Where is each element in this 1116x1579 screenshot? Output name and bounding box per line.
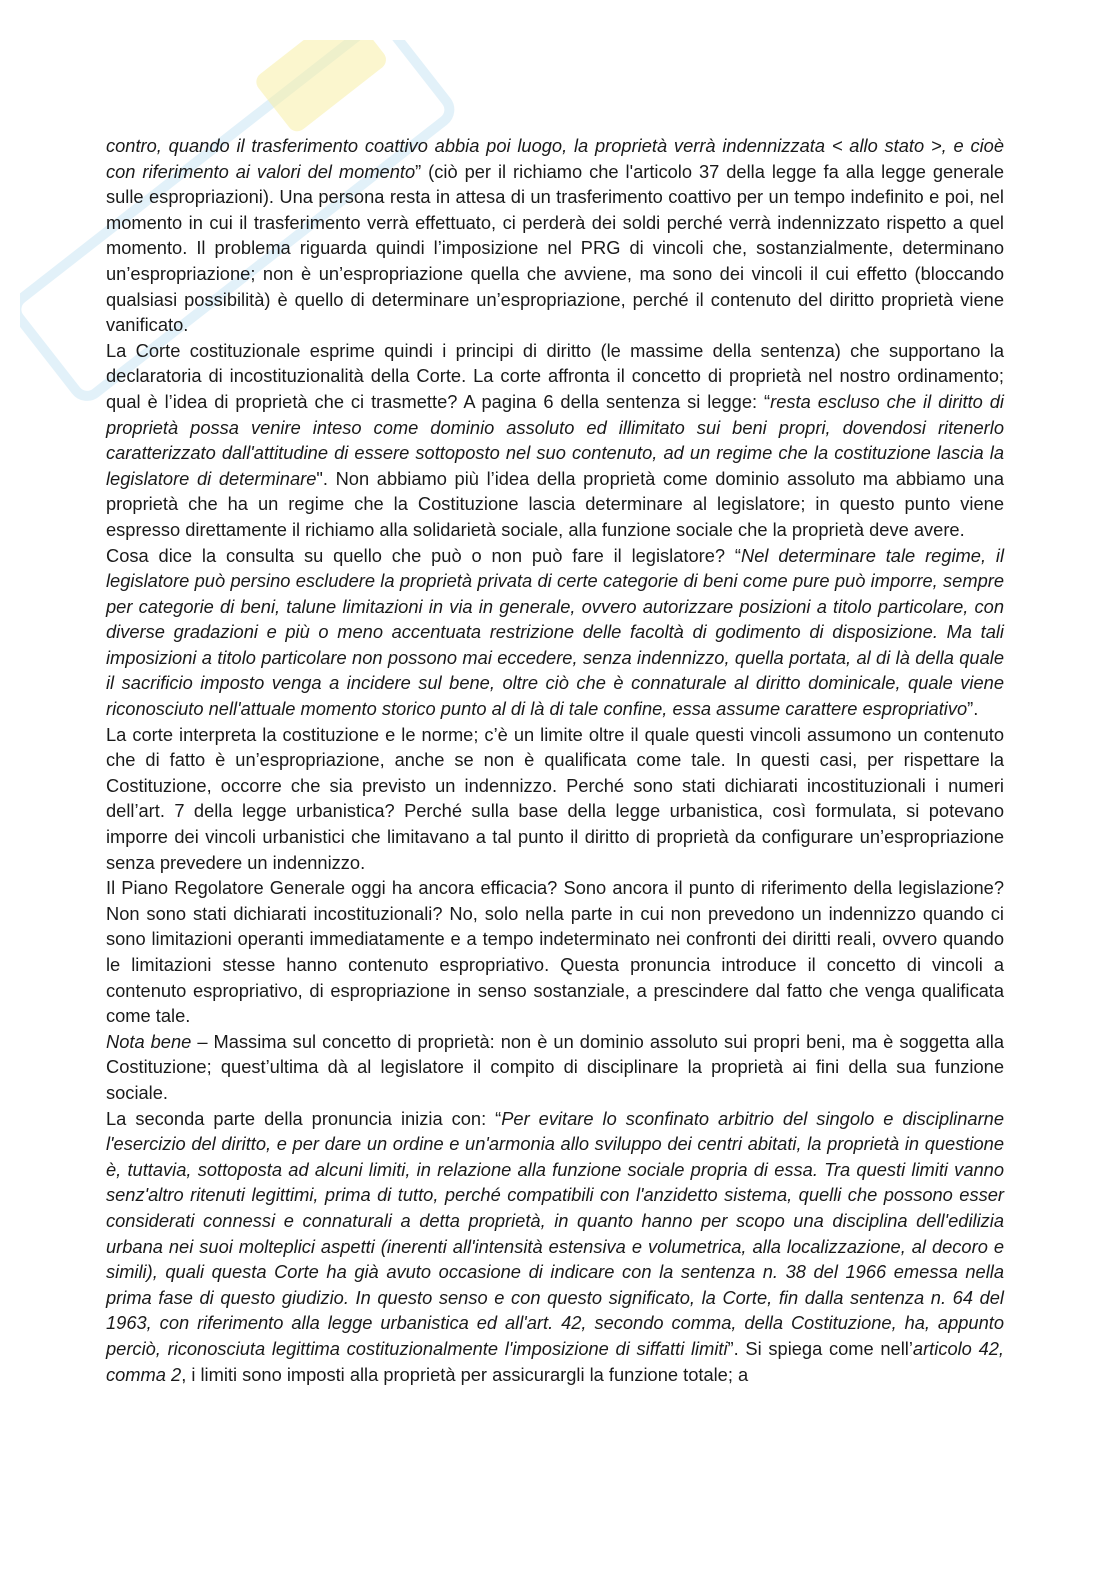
paragraph-2 bbox=[106, 338, 1004, 543]
text-run: ” (ciò per il richiamo che l'articolo 37 della legge fa alla legge generale sulle espropriazioni). Una persona resta in attesa di un trasferimento coattivo per un tempo indefinito e poi, nel momento in cui il trasferimento verrà effettuato, ci perderà dei soldi perché verrà indennizzato rispetto a quel momento. Il problema riguarda quindi l’imposizione nel PRG di vincoli che, sostanzialmente, determinano un’espropriazione; non è un’espropriazione quella che avviene, ma sono dei vincoli il cui effetto (bloccando qualsiasi possibilità) è quello di determinare un’espropriazione, perché il contenuto del diritto proprietà viene vanificato. bbox=[106, 160, 1004, 336]
paragraph-1 bbox=[106, 133, 1004, 338]
text-run: La seconda parte della pronuncia inizia con: “ bbox=[106, 1107, 502, 1129]
document-body bbox=[106, 133, 1004, 1387]
paragraph-3 bbox=[106, 543, 1004, 722]
text-run: Per evitare lo sconfinato arbitrio del singolo e disciplinarne l'esercizio del diritto, e per dare un ordine e un'armonia allo sviluppo dei centri abitati, la proprietà in questione è, tuttavia, sottoposta ad alcuni limiti, in relazione alla funzione sociale propria di essa. Tra questi limiti vanno senz'altro ritenuti legittimi, prima di tutto, perché compatibili con l'anzidetto sistema, quelli che possono esser considerati connessi e connaturali a detta proprietà, in quanto hanno per scopo una disciplina dell'edilizia urbana nei suoi molteplici aspetti (inerenti all'intensità estensiva e volumetrica, alla localizzazione, al decoro e simili), quali questa Corte ha già avuto occasione di indicare con la sentenza n. 38 del 1966 emessa nella prima fase di questo giudizio. In questo senso e con questo significato, la Corte, fin dalla sentenza n. 64 del 1963, con riferimento alla legge urbanistica ed all'art. 42, secondo comma, della Costituzione, ha, appunto perciò, riconosciuta legittima costituzionalmente l'imposizione di siffatti limiti bbox=[106, 1107, 1004, 1359]
paragraph-4 bbox=[106, 722, 1004, 876]
text-run: Nota bene bbox=[106, 1030, 192, 1052]
text-run: ". Non abbiamo più l’idea della proprietà come dominio assoluto ma abbiamo una proprietà che ha un regime che la Costituzione lascia determinare al legislatore; in questo punto viene espresso direttamente il richiamo alla solidarietà sociale, alla funzione sociale che la proprietà deve avere. bbox=[106, 467, 1004, 540]
text-run: , i limiti sono imposti alla proprietà per assicurargli la funzione totale; a bbox=[181, 1363, 749, 1385]
paragraph-5 bbox=[106, 875, 1004, 1029]
text-run: – Massima sul concetto di proprietà: non è un dominio assoluto sui propri beni, ma è soggetta alla Costituzione; quest’ultima dà al legislatore il compito di disciplinare la proprietà ai fini della sua funzione sociale. bbox=[106, 1030, 1004, 1103]
text-run: Il Piano Regolatore Generale oggi ha ancora efficacia? Sono ancora il punto di riferimento della legislazione? Non sono stati dichiarati incostituzionali? No, solo nella parte in cui non prevedono un indennizzo quando ci sono limitazioni operanti immediatamente e a tempo indeterminato nei confronti dei diritti reali, ovvero quando le limitazioni stesse hanno contenuto espropriativo. Questa pronuncia introduce il concetto di vincoli a contenuto espropriativo, di espropriazione in senso sostanziale, a prescindere dal fatto che venga qualificata come tale. bbox=[106, 877, 1004, 1027]
text-run: La Corte costituzionale esprime quindi i principi di diritto (le massime della sentenza) che supportano la declaratoria di incostituzionalità della Corte. La corte affronta il concetto di proprietà nel nostro ordinamento; qual è l’idea di proprietà che ci trasmette? A pagina 6 della sentenza si legge: “ bbox=[106, 339, 1004, 412]
text-run: resta escluso che il diritto di proprietà possa venire inteso come dominio assoluto ed illimitato sui beni propri, dovendosi ritenerlo caratterizzato dall'attitudine di essere sottoposto nel suo contenuto, ad un regime che la costituzione lascia la legislatore di determinare bbox=[106, 390, 1004, 489]
text-run: contro, quando il trasferimento coattivo abbia poi luogo, la proprietà verrà indennizzata < allo stato >, e cioè con riferimento ai valori del momento bbox=[106, 135, 1004, 182]
text-run: ”. bbox=[967, 698, 979, 720]
text-run: ”. Si spiega come nell’ bbox=[727, 1337, 913, 1359]
text-run: La corte interpreta la costituzione e le norme; c’è un limite oltre il quale questi vincoli assumono un contenuto che di fatto è un’espropriazione, anche se non è qualificata come tale. In questi casi, per rispettare la Costituzione, occorre che sia previsto un indennizzo. Perché sono stati dichiarati incostituzionali i numeri dell’art. 7 della legge urbanistica? Perché sulla base della legge urbanistica, così formulata, si potevano imporre dei vincoli urbanistici che limitavano a tal punto il diritto di proprietà da configurare un’espropriazione senza prevedere un indennizzo. bbox=[106, 723, 1004, 873]
text-run: Cosa dice la consulta su quello che può o non può fare il legislatore? “ bbox=[106, 544, 742, 566]
text-run: Nel determinare tale regime, il legislatore può persino escludere la proprietà privata di certe categorie di beni come pure può imporre, sempre per categorie di beni, talune limitazioni in via in generale, ovvero autorizzare posizioni a titolo particolare, con diverse gradazioni e più o meno accentuata restrizione delle facoltà di godimento di disposizione. Ma tali imposizioni a titolo particolare non possono mai eccedere, senza indennizzo, quella portata, al di là della quale il sacrificio imposto venga a incidere sul bene, oltre ciò che è connaturale al diritto dominicale, quale viene riconosciuto nell'attuale momento storico punto al di là di tale confine, essa assume carattere espropriativo bbox=[106, 544, 1005, 720]
text-run: articolo 42, comma 2 bbox=[106, 1337, 1004, 1385]
paragraph-7 bbox=[106, 1106, 1004, 1388]
paragraph-6 bbox=[106, 1029, 1004, 1106]
